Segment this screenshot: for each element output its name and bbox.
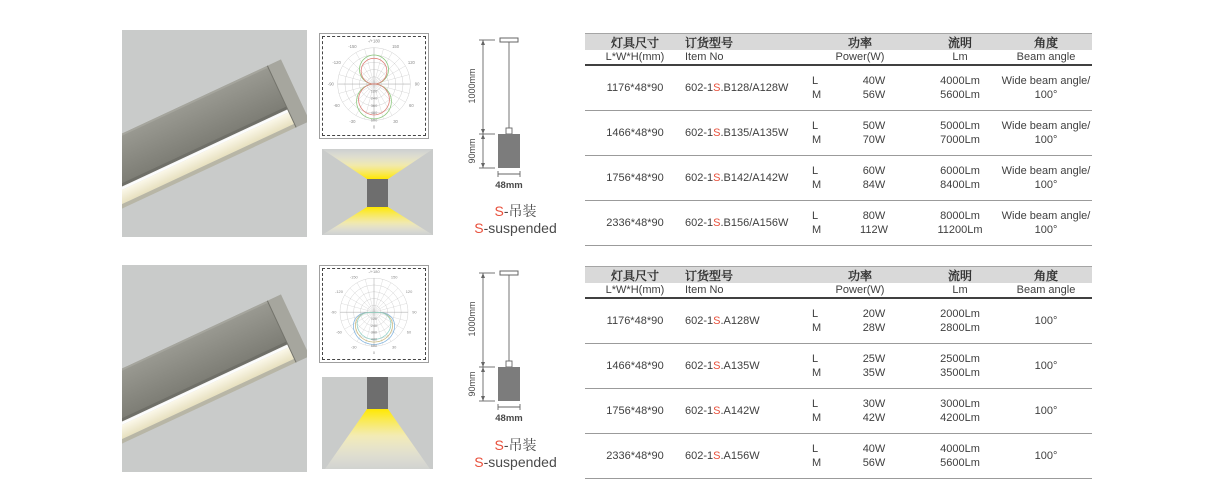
size-cell: 2336*48*90 <box>606 450 664 462</box>
svg-text:60: 60 <box>409 102 414 108</box>
col-angle-cn: 角度 <box>1033 36 1058 50</box>
mount-cn-rest: -吊装 <box>503 203 537 219</box>
power-mode-m: M <box>812 367 822 379</box>
power-mode-l: L <box>812 308 819 320</box>
power-mode-l: L <box>812 210 819 222</box>
item-no-prefix: 602-1 <box>685 405 714 417</box>
ceiling-canopy <box>500 271 518 275</box>
mount-en-s: S <box>474 220 484 236</box>
power-watt-l: 60W <box>862 165 886 177</box>
power-watt-m: 56W <box>862 89 886 101</box>
item-no-s: S <box>713 315 721 327</box>
power-cell <box>800 352 920 380</box>
photometric-box-updown <box>319 33 429 139</box>
item-no-s: S <box>713 360 721 372</box>
beam-angle-line1: 100° <box>1034 405 1058 417</box>
beam-angle-line1: Wide beam angle/ <box>1001 120 1091 132</box>
svg-text:150: 150 <box>392 44 400 50</box>
item-no-prefix: 602-1 <box>685 127 714 139</box>
power-watt-l: 80W <box>862 210 886 222</box>
suspension-dimension-svg <box>455 30 575 192</box>
col-power-cn: 功率 <box>847 36 872 50</box>
item-no-prefix: 602-1 <box>685 450 714 462</box>
power-watt-m: 112W <box>860 224 888 236</box>
photometric-frame <box>322 268 426 360</box>
col-angle-en: Beam angle <box>1016 51 1076 63</box>
power-watt-l: 40W <box>862 443 886 455</box>
beam-angle-cell <box>1000 314 1092 328</box>
svg-text:-/+180: -/+180 <box>368 269 380 275</box>
product-photo-updown <box>122 30 307 237</box>
size-cell: 2336*48*90 <box>606 217 664 229</box>
col-size-en: L*W*H(mm) <box>605 51 665 63</box>
power-mode-l: L <box>812 443 819 455</box>
item-no-s: S <box>713 217 721 229</box>
svg-text:150: 150 <box>390 274 398 280</box>
power-cell <box>800 307 920 335</box>
drop-length-label: 1000mm <box>467 301 477 337</box>
product-photo-direct <box>122 265 307 472</box>
photometric-box-direct <box>319 265 429 363</box>
svg-text:-30: -30 <box>349 118 356 124</box>
updown-beam-image <box>322 149 433 235</box>
item-no-prefix: 602-1 <box>685 360 714 372</box>
beam-angle-line2: 100° <box>1034 179 1058 191</box>
col-item-cn: 订货型号 <box>685 36 734 50</box>
col-item-en: Item No <box>685 51 724 63</box>
light-distribution-updown <box>322 149 433 235</box>
item-no-suffix: .B128/A128W <box>720 82 789 94</box>
dimension-drawing-updown <box>455 30 575 192</box>
beam-angle-line1: 100° <box>1034 315 1058 327</box>
lumen-cell <box>920 209 1000 237</box>
lumen-cell <box>920 352 1000 380</box>
body-height-label: 90mm <box>467 371 477 397</box>
item-no-cell <box>685 449 800 463</box>
beam-angle-cell <box>1000 119 1092 147</box>
svg-text:120: 120 <box>370 88 378 94</box>
beam-angle-line1: Wide beam angle/ <box>1001 75 1091 87</box>
power-mode-m: M <box>812 89 822 101</box>
lumen-m: 7000Lm <box>940 134 980 146</box>
lumen-l: 2000Lm <box>940 308 980 320</box>
col-size-en: L*W*H(mm) <box>605 284 665 296</box>
svg-text:600: 600 <box>370 117 378 123</box>
beam-angle-line1: Wide beam angle/ <box>1001 210 1091 222</box>
svg-text:-60: -60 <box>336 329 342 335</box>
lumen-m: 3500Lm <box>940 367 980 379</box>
svg-text:-/+180: -/+180 <box>367 38 381 44</box>
mount-en-s: S <box>474 454 484 470</box>
item-no-prefix: 602-1 <box>685 82 714 94</box>
svg-text:-150: -150 <box>348 44 357 50</box>
power-cell <box>800 442 920 470</box>
power-watt-l: 40W <box>862 75 886 87</box>
power-mode-l: L <box>812 75 819 87</box>
svg-text:240: 240 <box>370 95 378 101</box>
svg-text:120: 120 <box>405 289 413 295</box>
power-cell <box>800 397 920 425</box>
svg-text:-150: -150 <box>349 274 358 280</box>
beam-angle-line2: 100° <box>1034 224 1058 236</box>
svg-text:120: 120 <box>407 59 415 65</box>
spec-table-direct <box>585 266 1092 479</box>
photometric-polar-chart-direct <box>323 269 425 359</box>
lumen-cell <box>920 119 1000 147</box>
item-no-suffix: .A135W <box>720 360 760 372</box>
power-cell <box>800 119 920 147</box>
beam-angle-line1: 100° <box>1034 450 1058 462</box>
col-power-en: Power(W) <box>835 51 885 63</box>
mount-label-en <box>448 454 583 471</box>
beam-angle-line2: 100° <box>1034 89 1058 101</box>
power-watt-m: 56W <box>862 457 886 469</box>
col-item-cn: 订货型号 <box>685 269 734 283</box>
linear-luminaire-render <box>122 265 307 472</box>
col-angle-en: Beam angle <box>1016 284 1076 296</box>
photometric-frame <box>322 36 426 136</box>
col-lumen-en: Lm <box>952 51 968 63</box>
lumen-m: 4200Lm <box>940 412 980 424</box>
mount-en-rest: -suspended <box>483 220 557 236</box>
item-no-suffix: .A156W <box>720 450 760 462</box>
table-header-en <box>585 283 1092 299</box>
power-watt-m: 42W <box>862 412 886 424</box>
table-header-en <box>585 50 1092 66</box>
lumen-m: 11200Lm <box>937 224 983 236</box>
lumen-m: 8400Lm <box>940 179 980 191</box>
power-cell <box>800 74 920 102</box>
item-no-suffix: .B142/A142W <box>720 172 789 184</box>
col-size-cn: 灯具尺寸 <box>610 36 659 50</box>
power-mode-l: L <box>812 353 819 365</box>
item-no-cell <box>685 171 800 185</box>
item-no-prefix: 602-1 <box>685 315 714 327</box>
power-mode-m: M <box>812 457 822 469</box>
size-cell: 1756*48*90 <box>606 172 664 184</box>
width-label: 48mm <box>495 180 523 191</box>
table-row <box>585 344 1092 389</box>
body-height-label: 90mm <box>467 138 477 164</box>
cable-connector <box>506 128 512 134</box>
table-row <box>585 66 1092 111</box>
drop-length-label: 1000mm <box>467 68 477 104</box>
beam-angle-line2: 100° <box>1034 134 1058 146</box>
svg-text:0: 0 <box>372 349 376 355</box>
power-watt-m: 35W <box>862 367 886 379</box>
power-watt-l: 25W <box>862 353 886 365</box>
beam-angle-line1: Wide beam angle/ <box>1001 165 1091 177</box>
power-cell <box>800 209 920 237</box>
svg-text:120: 120 <box>370 317 378 322</box>
beam-angle-cell <box>1000 164 1092 192</box>
width-label: 48mm <box>495 413 523 424</box>
fixture-silhouette <box>367 179 388 207</box>
power-mode-m: M <box>812 179 822 191</box>
lumen-l: 2500Lm <box>940 353 980 365</box>
svg-text:-30: -30 <box>350 344 357 350</box>
beam-angle-cell <box>1000 449 1092 463</box>
lumen-cell <box>920 307 1000 335</box>
power-mode-l: L <box>812 165 819 177</box>
col-lumen-cn: 流明 <box>947 36 972 50</box>
power-watt-m: 28W <box>862 322 886 334</box>
svg-text:30: 30 <box>393 118 398 124</box>
table-row <box>585 201 1092 246</box>
item-no-suffix: .A128W <box>720 315 760 327</box>
mount-cn-s: S <box>494 203 504 219</box>
power-cell <box>800 164 920 192</box>
svg-text:600: 600 <box>370 344 378 349</box>
beam-angle-cell <box>1000 74 1092 102</box>
item-no-s: S <box>713 127 721 139</box>
svg-text:480: 480 <box>370 110 378 116</box>
svg-text:-90: -90 <box>330 309 337 315</box>
lumen-l: 3000Lm <box>940 398 980 410</box>
item-no-suffix: .A142W <box>720 405 760 417</box>
mount-label-en <box>448 220 583 237</box>
table-row <box>585 299 1092 344</box>
svg-text:240: 240 <box>370 323 378 328</box>
svg-text:90: 90 <box>414 81 420 87</box>
item-no-s: S <box>713 405 721 417</box>
spec-table-updown <box>585 33 1092 246</box>
item-no-cell <box>685 81 800 95</box>
mount-type-label-updown <box>448 203 583 237</box>
svg-text:-90: -90 <box>327 81 334 87</box>
svg-text:360: 360 <box>370 102 378 108</box>
mount-label-cn <box>448 437 583 454</box>
lumen-l: 5000Lm <box>940 120 980 132</box>
fixture-silhouette <box>367 377 388 409</box>
power-mode-l: L <box>812 398 819 410</box>
table-row <box>585 111 1092 156</box>
down-beam-image <box>322 377 433 469</box>
lumen-m: 2800Lm <box>940 322 980 334</box>
beam-angle-line1: 100° <box>1034 360 1058 372</box>
mount-type-label-direct <box>448 437 583 471</box>
lumen-m: 5600Lm <box>940 89 980 101</box>
size-cell: 1466*48*90 <box>606 360 664 372</box>
lumen-l: 4000Lm <box>940 75 980 87</box>
item-no-suffix: .B156/A156W <box>720 217 789 229</box>
fixture-profile <box>498 134 520 168</box>
svg-text:0: 0 <box>372 124 376 130</box>
light-distribution-direct <box>322 377 433 469</box>
col-power-cn: 功率 <box>847 269 872 283</box>
item-no-cell <box>685 314 800 328</box>
item-no-s: S <box>713 450 721 462</box>
linear-luminaire-render <box>122 30 307 237</box>
lumen-l: 4000Lm <box>940 443 980 455</box>
col-size-cn: 灯具尺寸 <box>610 269 659 283</box>
svg-text:360: 360 <box>370 330 378 335</box>
size-cell: 1466*48*90 <box>606 127 664 139</box>
col-power-en: Power(W) <box>835 284 885 296</box>
item-no-suffix: .B135/A135W <box>720 127 789 139</box>
item-no-s: S <box>713 172 721 184</box>
suspension-dimension-svg <box>455 263 575 425</box>
item-no-s: S <box>713 82 721 94</box>
beam-angle-cell <box>1000 404 1092 418</box>
power-mode-m: M <box>812 322 822 334</box>
svg-text:-120: -120 <box>335 289 343 295</box>
ceiling-canopy <box>500 38 518 42</box>
beam-angle-cell <box>1000 209 1092 237</box>
col-lumen-cn: 流明 <box>947 269 972 283</box>
power-mode-l: L <box>812 120 819 132</box>
col-item-en: Item No <box>685 284 724 296</box>
table-row <box>585 389 1092 434</box>
beam-angle-cell <box>1000 359 1092 373</box>
lumen-l: 8000Lm <box>940 210 980 222</box>
svg-text:60: 60 <box>406 329 412 335</box>
svg-text:480: 480 <box>370 337 378 342</box>
lumen-cell <box>920 397 1000 425</box>
svg-text:30: 30 <box>392 344 397 350</box>
item-no-prefix: 602-1 <box>685 172 714 184</box>
table-header-cn <box>585 33 1092 50</box>
mount-cn-s: S <box>494 437 504 453</box>
lumen-cell <box>920 164 1000 192</box>
mount-en-rest: -suspended <box>483 454 557 470</box>
item-no-cell <box>685 216 800 230</box>
power-mode-m: M <box>812 224 822 236</box>
power-watt-l: 50W <box>862 120 886 132</box>
table-row <box>585 156 1092 201</box>
svg-text:-60: -60 <box>333 102 340 108</box>
item-no-prefix: 602-1 <box>685 217 714 229</box>
dimension-drawing-direct <box>455 263 575 425</box>
col-angle-cn: 角度 <box>1033 269 1058 283</box>
table-row <box>585 434 1092 479</box>
power-mode-m: M <box>812 134 822 146</box>
svg-text:90: 90 <box>412 309 417 315</box>
power-watt-l: 20W <box>862 308 886 320</box>
size-cell: 1176*48*90 <box>606 82 664 94</box>
item-no-cell <box>685 126 800 140</box>
table-header-cn <box>585 266 1092 283</box>
power-watt-m: 84W <box>862 179 886 191</box>
lumen-l: 6000Lm <box>940 165 980 177</box>
size-cell: 1176*48*90 <box>606 315 664 327</box>
power-watt-l: 30W <box>862 398 886 410</box>
item-no-cell <box>685 404 800 418</box>
power-mode-m: M <box>812 412 822 424</box>
cable-connector <box>506 361 512 367</box>
col-lumen-en: Lm <box>952 284 968 296</box>
svg-text:-120: -120 <box>332 59 341 65</box>
item-no-cell <box>685 359 800 373</box>
lumen-m: 5600Lm <box>940 457 980 469</box>
size-cell: 1756*48*90 <box>606 405 664 417</box>
fixture-profile <box>498 367 520 401</box>
mount-cn-rest: -吊装 <box>503 437 537 453</box>
mount-label-cn <box>448 203 583 220</box>
power-watt-m: 70W <box>862 134 886 146</box>
lumen-cell <box>920 74 1000 102</box>
lumen-cell <box>920 442 1000 470</box>
photometric-polar-chart-updown <box>323 37 425 135</box>
